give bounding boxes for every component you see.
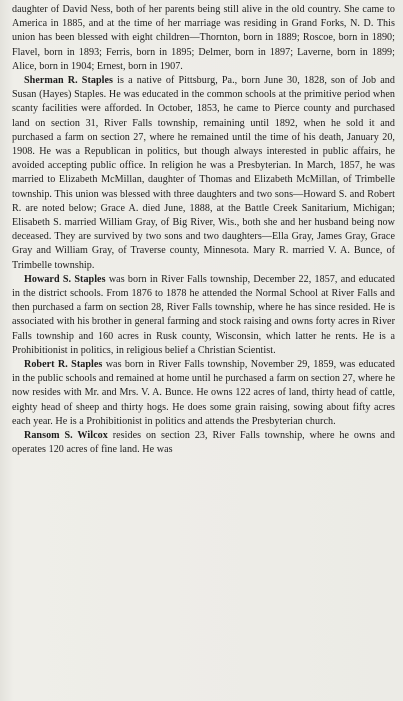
paragraph-text: was born in River Falls township, November 29, 1859, was educated in the public schools and remained at home until he purchased a farm on section 27, where he now resides with Mr. and Mrs. V. A. Bunce. He owns 122 acres of land, thirty head of cattle, eighty head of sheep and thirty hogs. He does some grain raising, sowing about fifty acres each year. He is a Prohibitionist in politics and attends the Presbyterian church. (12, 359, 395, 427)
paragraph-sherman-staples (12, 74, 395, 273)
paragraph-ransom-wilcox (12, 429, 395, 457)
paragraph-text: resides on section 23, River Falls township, where he owns and operates 120 acres of fine land. He was (12, 430, 395, 456)
paragraph-ness-family (12, 3, 395, 74)
paragraph-howard-staples (12, 273, 395, 358)
person-name: Sherman R. Staples (24, 75, 113, 87)
person-name: Ransom S. Wilcox (24, 430, 108, 442)
paragraph-robert-staples (12, 358, 395, 429)
paragraph-text: daughter of David Ness, both of her parents being still alive in the old country. She came to America in 1885, and at the time of her marriage was residing in Grand Forks, N. D. This union has been blessed with eight children—Thornton, born in 1889; Roscoe, born in 1890; Flavel, born in 1893; Ferris, born in 1895; Delmer, born in 1897; Laverne, born in 1899; Alice, born in 1904; Ernest, born in 1907. (12, 4, 395, 72)
person-name: Howard S. Staples (24, 273, 106, 285)
paragraph-text: is a native of Pittsburg, Pa., born June 30, 1828, son of Job and Susan (Hayes) Staples. He was educated in the common schools at the primitive period when scanty facilities were afforded. In October, 1853, he came to Pierce county and purchased land on section 31, River Falls township, remaining until 1892, when he sold it and purchased a farm on section 27, where he remained until the time of his death, January 20, 1908. He was a Republican in politics, but though always interested in public affairs, he avoided accepting public office. In religion he was a Presbyterian. In March, 1857, he was married to Elizabeth McMillan, daughter of Thomas and Elizabeth McMillan, of Trimbelle township. This union was blessed with three daughters and two sons—Howard S. and Robert R. are noted below; Grace A. died June, 1888, at the Battle Creek Sanitarium, Michigan; Elisabeth S. married William Gray, of Big River, Wis., both she and her husband being now deceased. They are survived by two sons and two daughters—Ella Gray, James Gray, Grace Gray and William Gray, of Traverse county, Minnesota. Mary R. married V. A. Bunce, of Trimbelle township. (12, 75, 395, 271)
person-name: Robert R. Staples (24, 359, 103, 371)
paragraph-text: was born in River Falls township, December 22, 1857, and educated in the district schools. From 1876 to 1878 he attended the Normal School at River Falls and then purchased a farm on section 28, River Falls township, where he has since resided. He is associated with his brother in general farming and stock raising and owns forty acres in River Falls township and 160 acres in Rusk county, Wisconsin, which latter he rents. He is a Prohibitionist in politics, in religious belief a Christian Scientist. (12, 273, 395, 356)
